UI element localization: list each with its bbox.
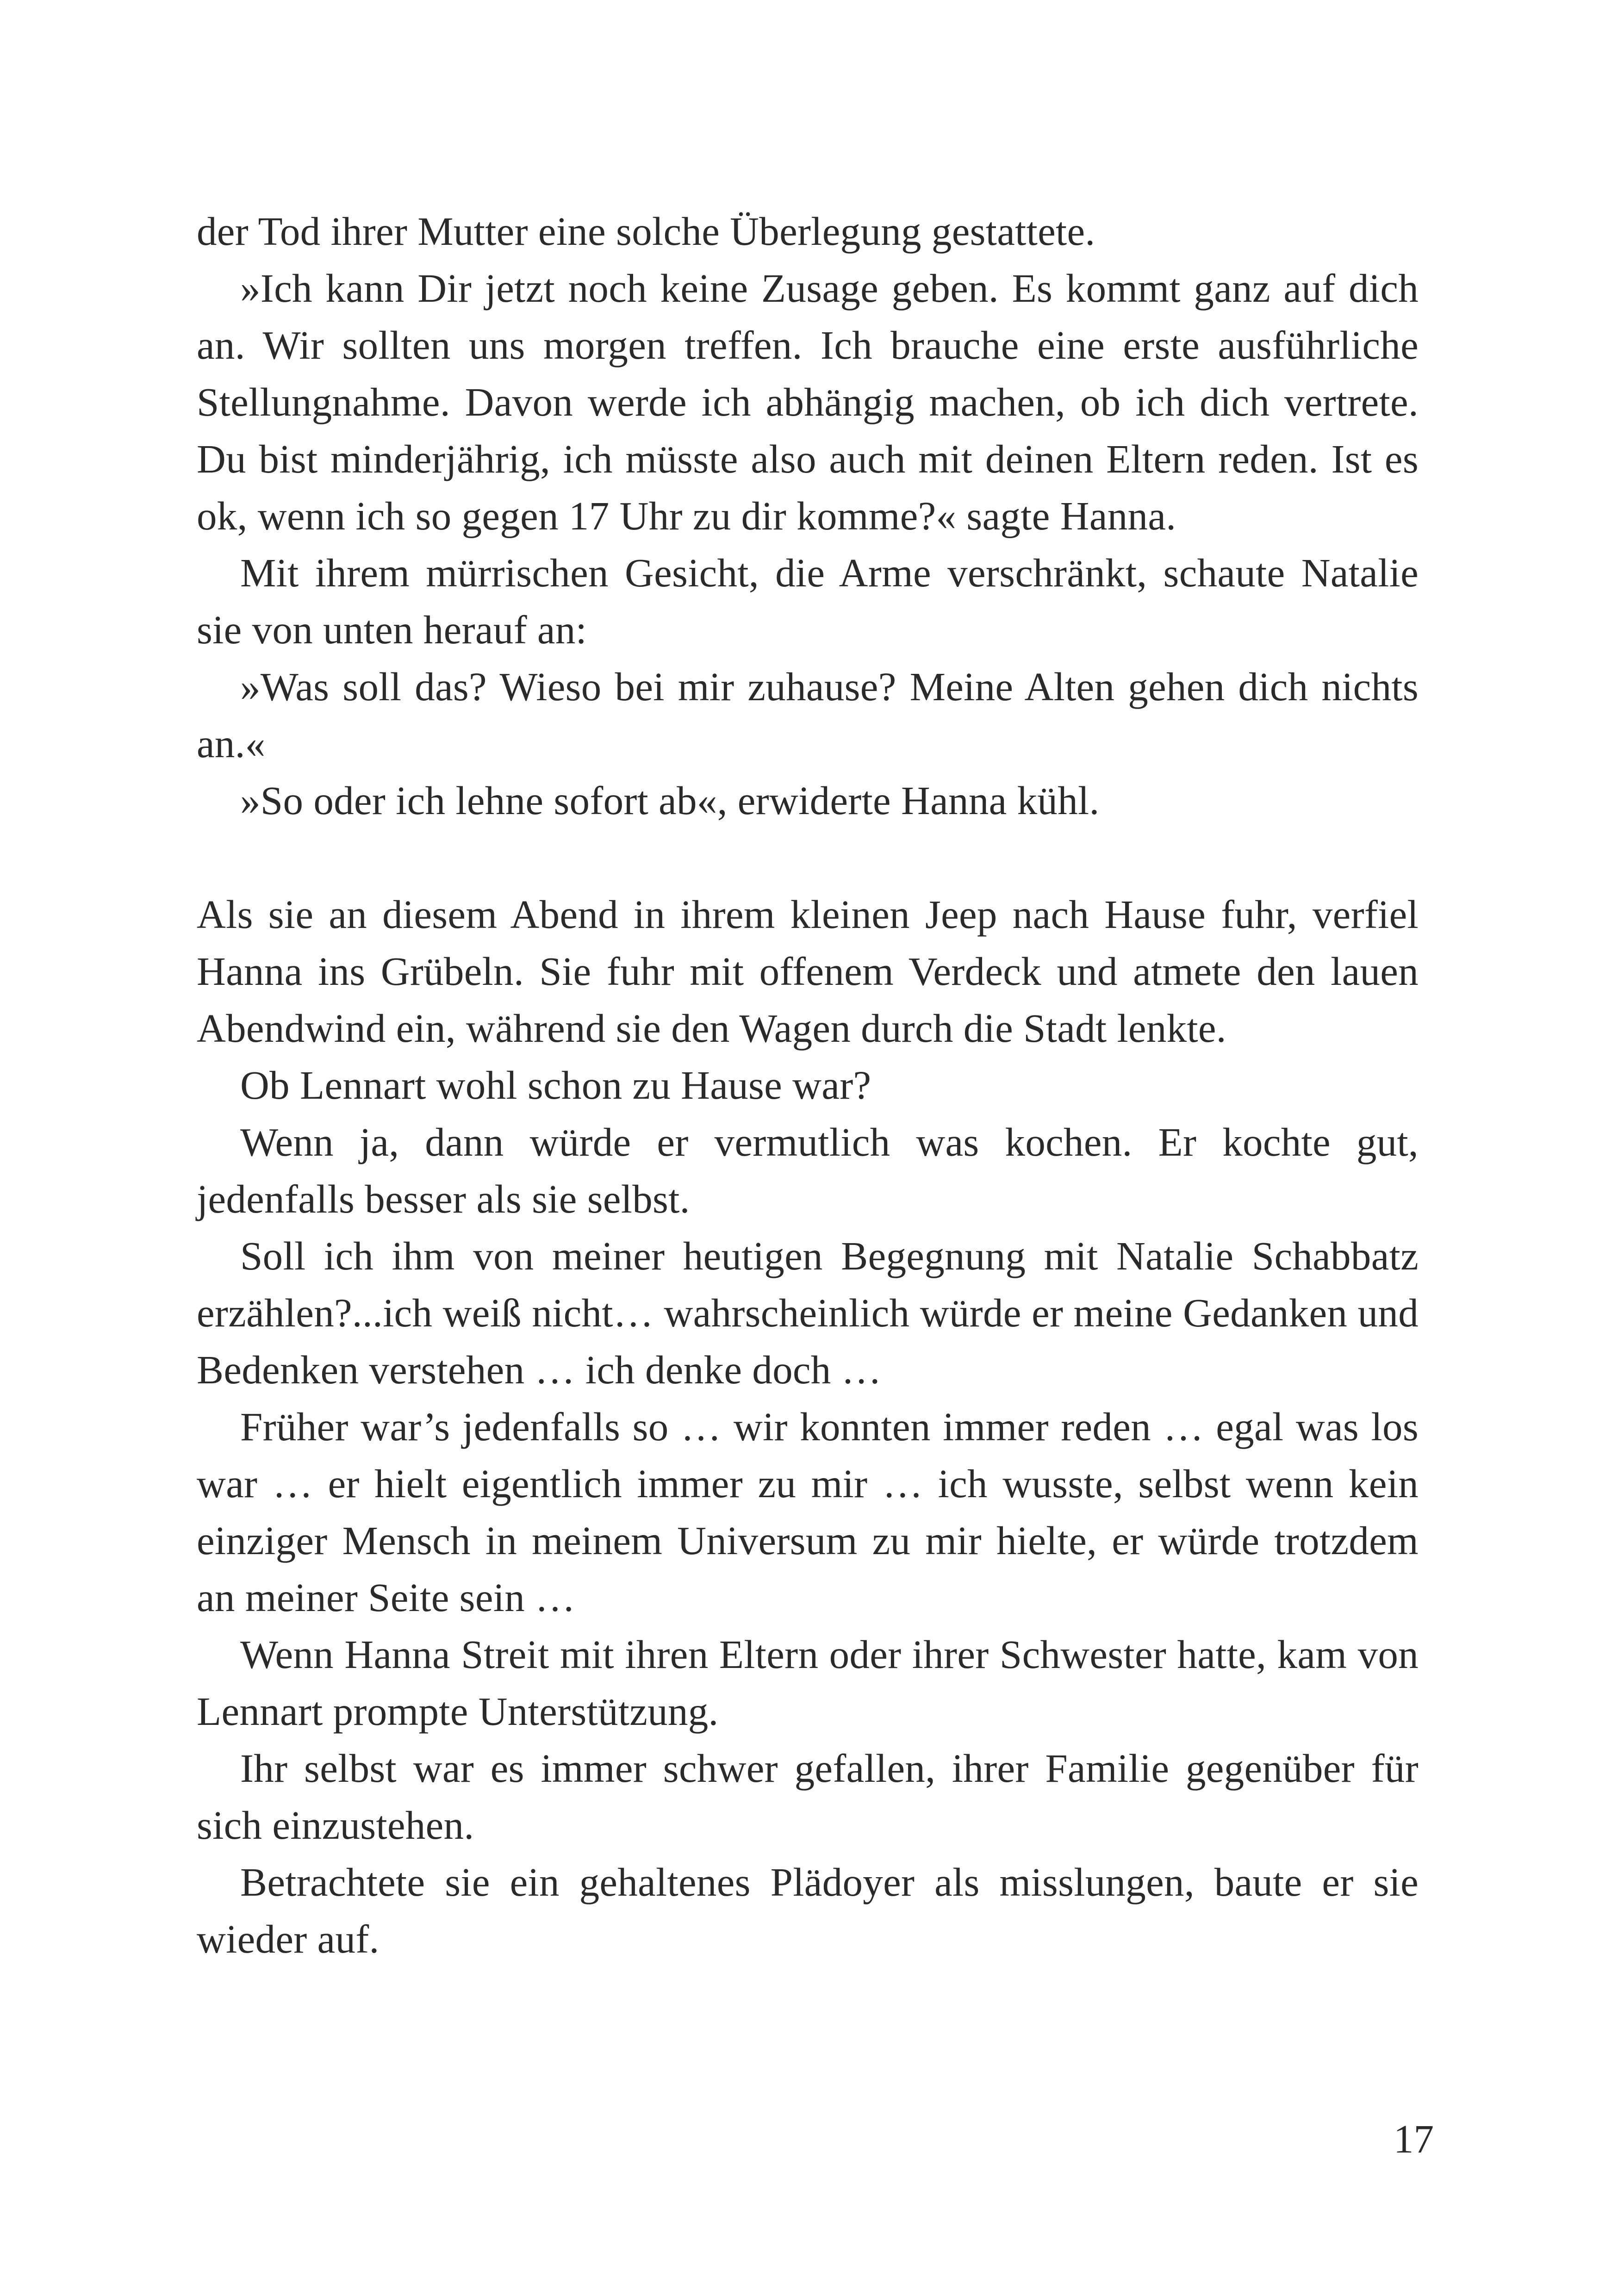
paragraph: »So oder ich lehne sofort ab«, erwiderte Hanna kühl. <box>240 778 1100 823</box>
paragraph: Ihr selbst war es immer schwer gefallen, ihrer Familie gegenüber für sich einzustehen. <box>197 1746 1419 1848</box>
paragraph: Betrachtete sie ein gehaltenes Plädoyer als misslungen, baute er sie wieder auf. <box>197 1860 1419 1961</box>
paragraph: Soll ich ihm von meiner heutigen Begegnung mit Natalie Schabbatz erzählen?...ich weiß nicht… wahrscheinlich würde er meine Gedanken und Bedenken verstehen … ich denke doch … <box>197 1233 1419 1392</box>
paragraph: »Was soll das? Wieso bei mir zuhause? Meine Alten gehen dich nichts an.« <box>197 664 1419 766</box>
paragraph: Mit ihrem mürrischen Gesicht, die Arme verschränkt, schaute Natalie sie von unten herauf an: <box>197 550 1419 652</box>
paragraph: Wenn Hanna Streit mit ihren Eltern oder ihrer Schwester hatte, kam von Lennart prompte Unterstützung. <box>197 1632 1419 1734</box>
paragraph: Wenn ja, dann würde er vermutlich was kochen. Er kochte gut, jedenfalls besser als sie selbst. <box>197 1120 1419 1221</box>
body-text <box>197 203 1419 1967</box>
paragraph: Ob Lennart wohl schon zu Hause war? <box>240 1063 871 1108</box>
paragraph: Früher war’s jedenfalls so … wir konnten immer reden … egal was los war … er hielt eigentlich immer zu mir … ich wusste, selbst wenn kein einziger Mensch in meinem Universum zu mir hielte, er würde trotzdem an meiner Seite sein … <box>197 1404 1419 1620</box>
paragraph: »Ich kann Dir jetzt noch keine Zusage geben. Es kommt ganz auf dich an. Wir sollten uns morgen treffen. Ich brauche eine erste ausführliche Stellungnahme. Davon werde ich abhängig machen, ob ich dich vertrete. Du bist minderjährig, ich müsste also auch mit deinen Eltern reden. Ist es ok, wenn ich so gegen 17 Uhr zu dir komme?« sagte Hanna. <box>197 266 1419 538</box>
paragraph: der Tod ihrer Mutter eine solche Überlegung gestattete. <box>197 209 1095 254</box>
paragraph-section-start: Als sie an diesem Abend in ihrem kleinen Jeep nach Hause fuhr, verfiel Hanna ins Grübeln. Sie fuhr mit offenem Verdeck und atmete den lauen Abendwind ein, während sie den Wagen durch die Stadt lenkte. <box>197 892 1419 1051</box>
page-number: 17 <box>1394 2116 1434 2161</box>
